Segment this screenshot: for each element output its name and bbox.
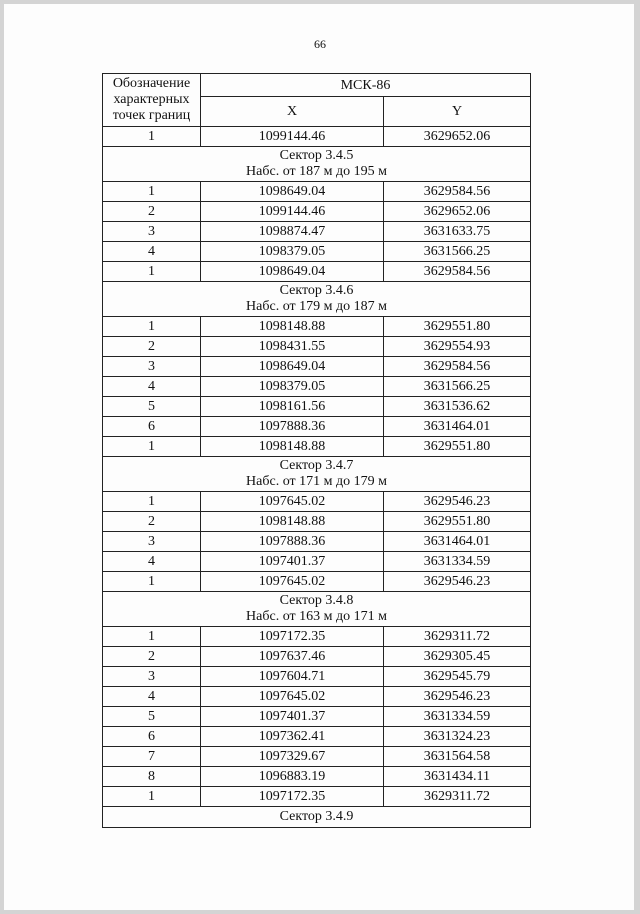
point-number-cell: 7 — [103, 747, 201, 767]
y-coordinate-cell: 3631334.59 — [384, 707, 531, 727]
table-row — [103, 572, 531, 592]
x-coordinate-cell: 1098148.88 — [201, 437, 384, 457]
y-coordinate-cell: 3631334.59 — [384, 552, 531, 572]
table-row — [103, 337, 531, 357]
x-coordinate-cell: 1099144.46 — [201, 127, 384, 147]
sector-height-range: Набс. от 179 м до 187 м — [246, 299, 387, 314]
x-coordinate-cell: 1098161.56 — [201, 397, 384, 417]
table-row — [103, 317, 531, 337]
y-coordinate-cell: 3629305.45 — [384, 647, 531, 667]
sector-header-row — [103, 592, 531, 627]
table-row — [103, 747, 531, 767]
table-row — [103, 242, 531, 262]
x-coordinate-cell: 1098874.47 — [201, 222, 384, 242]
point-number-cell: 2 — [103, 202, 201, 222]
x-coordinate-cell: 1097329.67 — [201, 747, 384, 767]
x-coordinate-cell: 1097362.41 — [201, 727, 384, 747]
y-coordinate-cell: 3629545.79 — [384, 667, 531, 687]
x-coordinate-cell: 1097645.02 — [201, 492, 384, 512]
point-number-cell: 4 — [103, 687, 201, 707]
table-row — [103, 437, 531, 457]
y-coordinate-cell: 3631464.01 — [384, 532, 531, 552]
point-number-cell: 8 — [103, 767, 201, 787]
point-number-cell: 1 — [103, 787, 201, 807]
x-coordinate-cell: 1097172.35 — [201, 627, 384, 647]
x-coordinate-cell: 1097604.71 — [201, 667, 384, 687]
point-number-cell: 2 — [103, 337, 201, 357]
table-row — [103, 262, 531, 282]
x-coordinate-cell: 1097401.37 — [201, 552, 384, 572]
sector-header-row — [103, 457, 531, 492]
y-coordinate-cell: 3629652.06 — [384, 202, 531, 222]
coordinate-system-header: МСК-86 — [201, 74, 531, 97]
sector-header-cell — [103, 282, 531, 317]
x-coordinate-cell: 1097888.36 — [201, 417, 384, 437]
point-number-cell: 1 — [103, 627, 201, 647]
y-coordinate-cell: 3629311.72 — [384, 787, 531, 807]
y-coordinate-cell: 3629311.72 — [384, 627, 531, 647]
sector-header-cell — [103, 807, 531, 828]
y-coordinate-cell: 3631566.25 — [384, 242, 531, 262]
sector-title: Сектор 3.4.7 — [279, 458, 354, 473]
x-coordinate-cell: 1098379.05 — [201, 242, 384, 262]
point-number-cell: 4 — [103, 242, 201, 262]
sector-header-cell — [103, 147, 531, 182]
page-number: 66 — [314, 37, 326, 51]
coordinates-table — [102, 73, 531, 828]
x-coordinate-cell: 1097172.35 — [201, 787, 384, 807]
x-coordinate-cell: 1099144.46 — [201, 202, 384, 222]
x-coordinate-cell: 1097637.46 — [201, 647, 384, 667]
sector-height-range: Набс. от 187 м до 195 м — [246, 164, 387, 179]
table-row — [103, 787, 531, 807]
y-coordinate-cell: 3631434.11 — [384, 767, 531, 787]
table-row — [103, 127, 531, 147]
sector-title: Сектор 3.4.6 — [279, 283, 354, 298]
point-number-cell: 5 — [103, 397, 201, 417]
x-coordinate-cell: 1097645.02 — [201, 572, 384, 592]
y-coordinate-cell: 3629546.23 — [384, 572, 531, 592]
point-number-cell: 2 — [103, 647, 201, 667]
table-row — [103, 707, 531, 727]
sector-header-row — [103, 147, 531, 182]
point-number-cell: 1 — [103, 317, 201, 337]
sector-header-cell — [103, 592, 531, 627]
x-coordinate-cell: 1098649.04 — [201, 357, 384, 377]
point-number-cell: 1 — [103, 182, 201, 202]
x-coordinate-cell: 1097888.36 — [201, 532, 384, 552]
point-number-cell: 1 — [103, 572, 201, 592]
point-number-cell: 2 — [103, 512, 201, 532]
table-row — [103, 357, 531, 377]
table-row — [103, 202, 531, 222]
y-coordinate-cell: 3629551.80 — [384, 317, 531, 337]
y-coordinate-cell: 3631633.75 — [384, 222, 531, 242]
x-coordinate-cell: 1097401.37 — [201, 707, 384, 727]
table-row — [103, 512, 531, 532]
coordinates-table-body — [103, 74, 531, 828]
sector-header-cell — [103, 457, 531, 492]
point-number-cell: 6 — [103, 417, 201, 437]
point-number-cell: 6 — [103, 727, 201, 747]
y-coordinate-cell: 3629546.23 — [384, 492, 531, 512]
point-number-cell: 1 — [103, 437, 201, 457]
y-column-header: Y — [384, 97, 531, 127]
point-number-cell: 1 — [103, 127, 201, 147]
table-row — [103, 532, 531, 552]
point-number-cell: 5 — [103, 707, 201, 727]
point-number-cell: 3 — [103, 357, 201, 377]
table-row — [103, 627, 531, 647]
table-row — [103, 182, 531, 202]
table-header-row — [103, 74, 531, 97]
point-number-cell: 3 — [103, 532, 201, 552]
x-coordinate-cell: 1098148.88 — [201, 317, 384, 337]
point-number-cell: 3 — [103, 222, 201, 242]
y-coordinate-cell: 3629584.56 — [384, 182, 531, 202]
y-coordinate-cell: 3631564.58 — [384, 747, 531, 767]
x-coordinate-cell: 1098431.55 — [201, 337, 384, 357]
x-coordinate-cell: 1098649.04 — [201, 262, 384, 282]
y-coordinate-cell: 3631566.25 — [384, 377, 531, 397]
sector-height-range: Набс. от 163 м до 171 м — [246, 609, 387, 624]
table-row — [103, 377, 531, 397]
y-coordinate-cell: 3631464.01 — [384, 417, 531, 437]
point-number-cell: 4 — [103, 377, 201, 397]
table-row — [103, 647, 531, 667]
table-row — [103, 492, 531, 512]
point-designation-header: Обозначение характерных точек границ — [103, 74, 201, 127]
table-row — [103, 727, 531, 747]
y-coordinate-cell: 3631324.23 — [384, 727, 531, 747]
x-coordinate-cell: 1098148.88 — [201, 512, 384, 532]
point-number-cell: 4 — [103, 552, 201, 572]
y-coordinate-cell: 3629551.80 — [384, 437, 531, 457]
x-coordinate-cell: 1096883.19 — [201, 767, 384, 787]
table-row — [103, 667, 531, 687]
x-column-header: X — [201, 97, 384, 127]
table-row — [103, 397, 531, 417]
table-row — [103, 552, 531, 572]
sector-title: Сектор 3.4.9 — [279, 809, 354, 824]
table-row — [103, 767, 531, 787]
y-coordinate-cell: 3629551.80 — [384, 512, 531, 532]
y-coordinate-cell: 3629584.56 — [384, 357, 531, 377]
y-coordinate-cell: 3629546.23 — [384, 687, 531, 707]
y-coordinate-cell: 3631536.62 — [384, 397, 531, 417]
sector-header-row — [103, 282, 531, 317]
table-row — [103, 417, 531, 437]
sector-title: Сектор 3.4.5 — [279, 148, 354, 163]
y-coordinate-cell: 3629652.06 — [384, 127, 531, 147]
sector-title: Сектор 3.4.8 — [279, 593, 354, 608]
point-number-cell: 1 — [103, 492, 201, 512]
table-row — [103, 222, 531, 242]
x-coordinate-cell: 1098649.04 — [201, 182, 384, 202]
y-coordinate-cell: 3629584.56 — [384, 262, 531, 282]
x-coordinate-cell: 1098379.05 — [201, 377, 384, 397]
sector-height-range: Набс. от 171 м до 179 м — [246, 474, 387, 489]
sector-header-row — [103, 807, 531, 828]
point-number-cell: 1 — [103, 262, 201, 282]
point-number-cell: 3 — [103, 667, 201, 687]
table-row — [103, 687, 531, 707]
y-coordinate-cell: 3629554.93 — [384, 337, 531, 357]
x-coordinate-cell: 1097645.02 — [201, 687, 384, 707]
